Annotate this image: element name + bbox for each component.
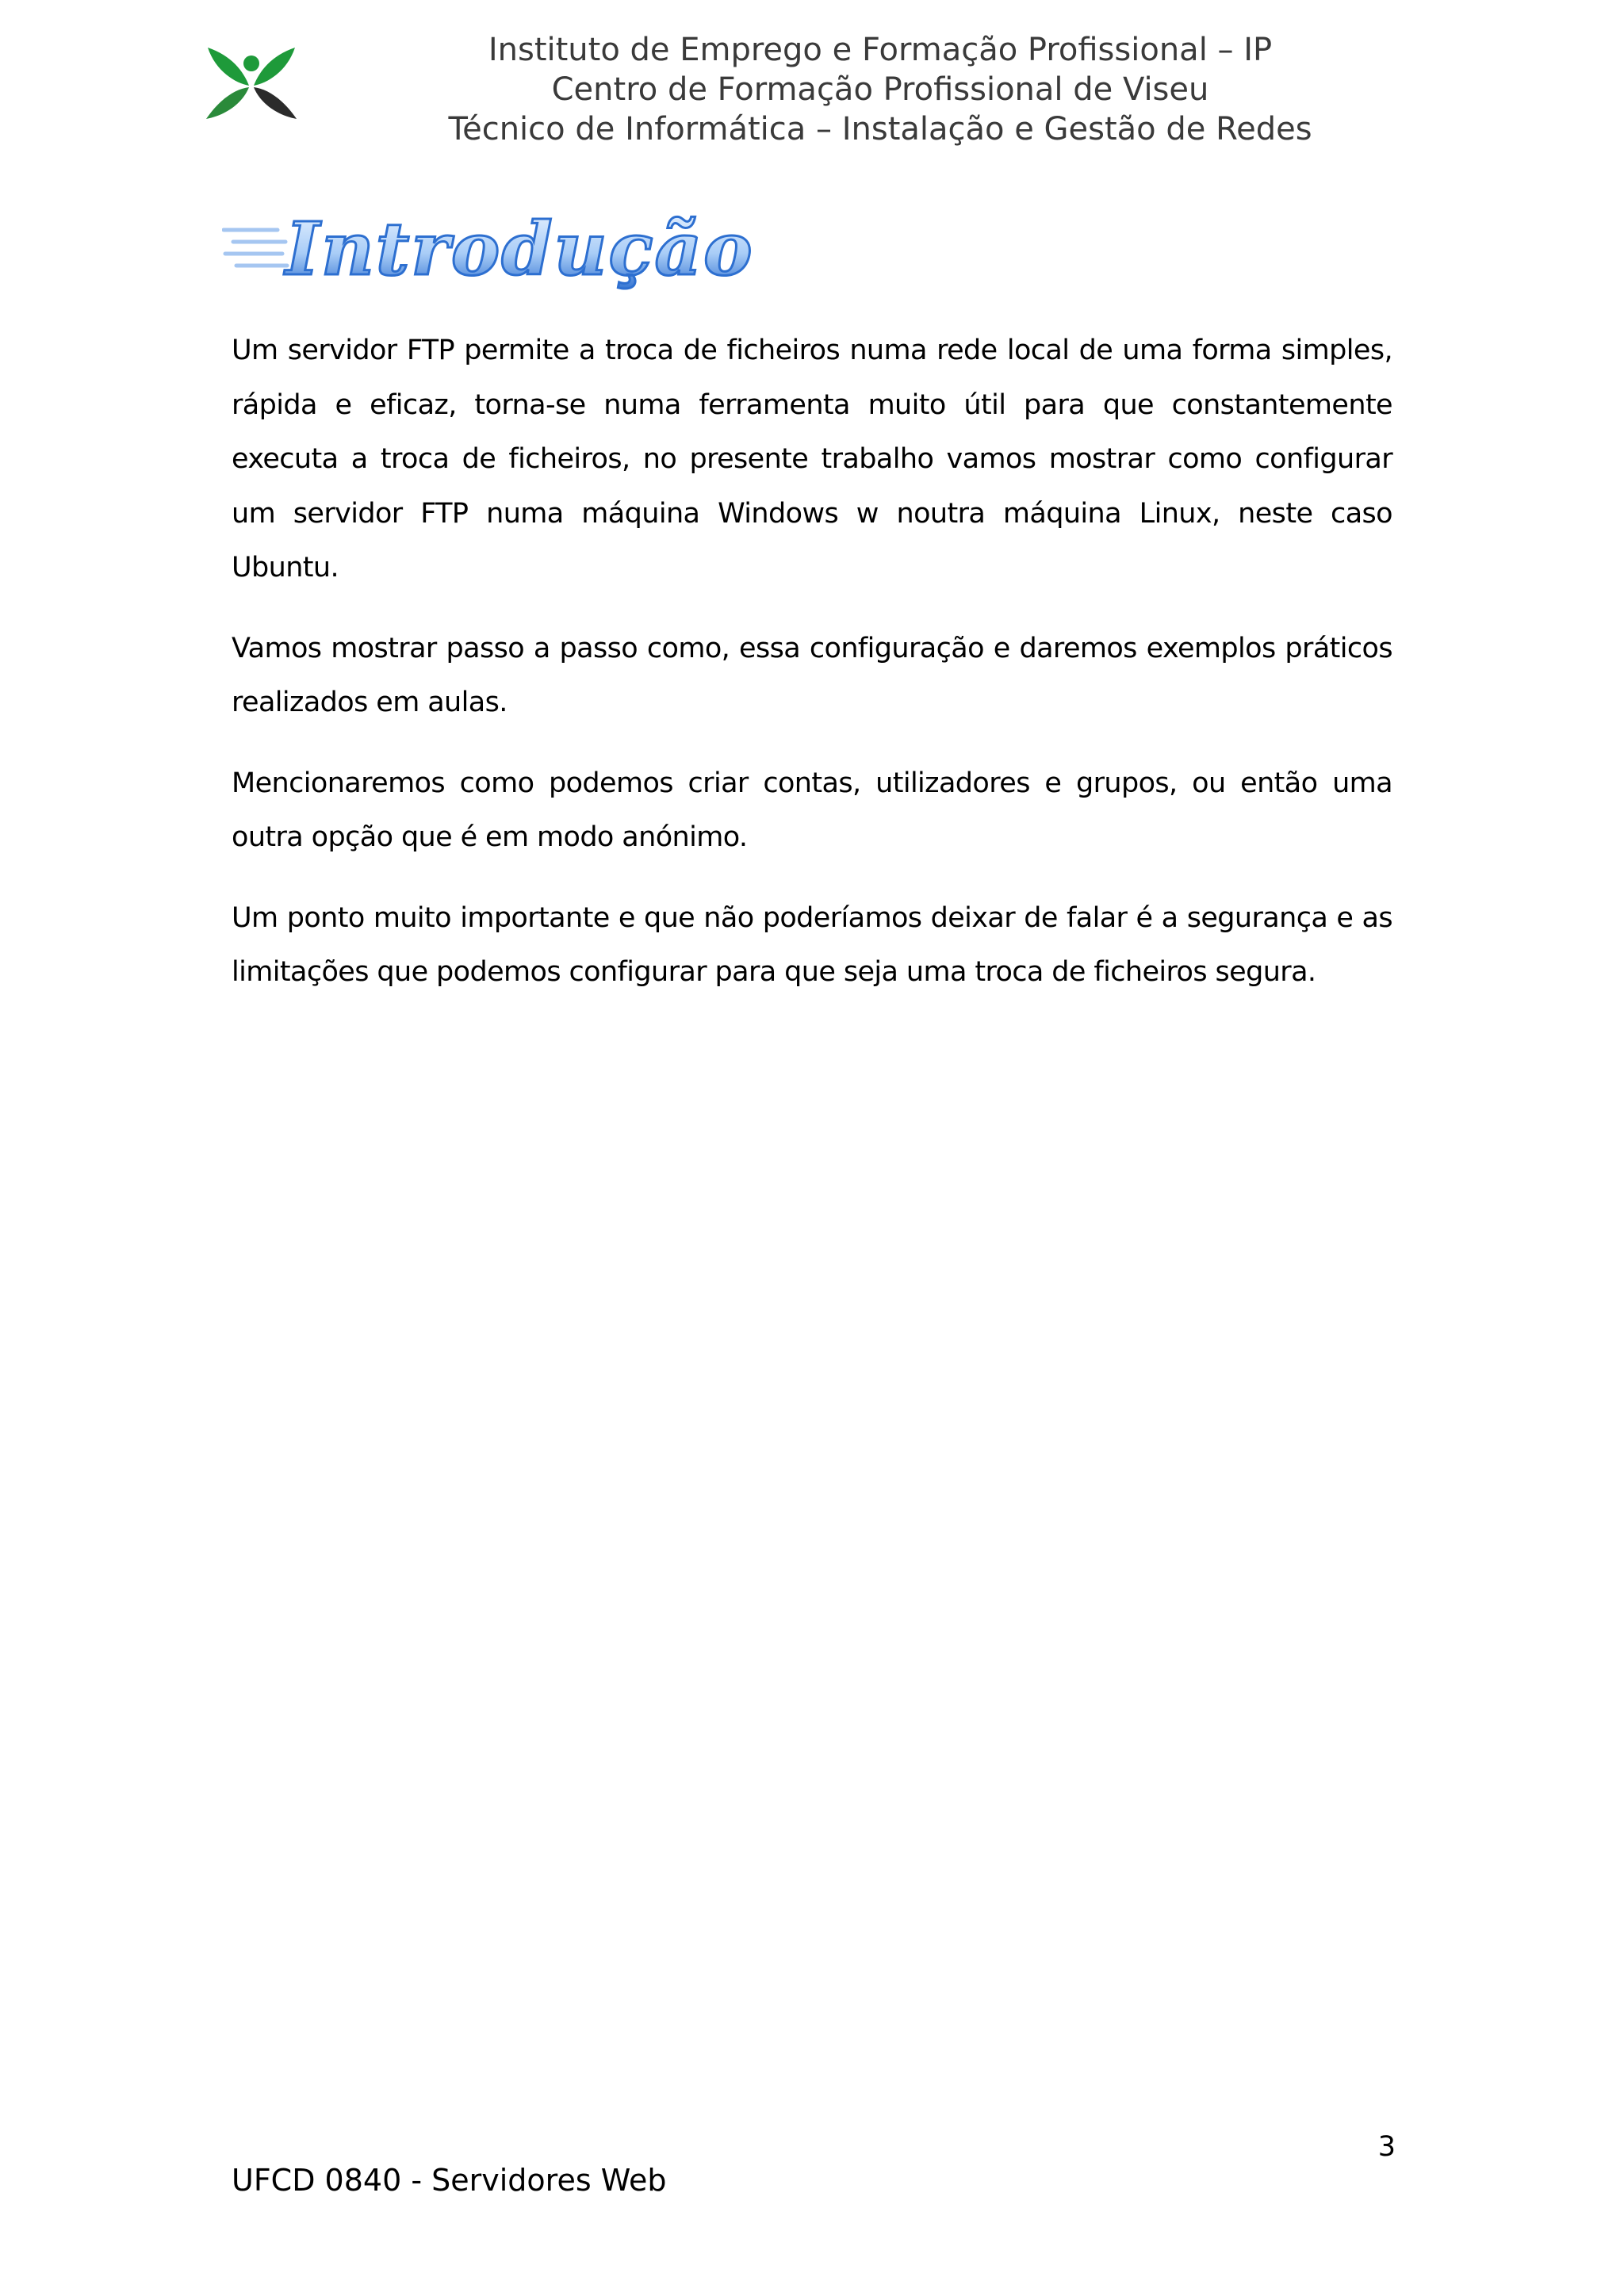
introduction-body: [232, 323, 1392, 1026]
iefp-logo-icon: [200, 40, 303, 127]
footer-course: UFCD 0840 - Servidores Web: [232, 2163, 667, 2198]
section-title: [222, 198, 793, 293]
header-line-course: Técnico de Informática – Instalação e Gestão de Redes: [448, 111, 1312, 147]
paragraph: Vamos mostrar passo a passo como, essa configuração e daremos exemplos práticos realizados em aulas.: [232, 632, 1392, 718]
institution-header: [365, 30, 1396, 149]
header-line-center: Centro de Formação Profissional de Viseu: [551, 71, 1209, 108]
page-number: 3: [1377, 2131, 1396, 2163]
section-title-text: Introdução: [285, 206, 754, 292]
paragraph: Mencionaremos como podemos criar contas, utilizadores e grupos, ou então uma outra opção que é em modo anónimo.: [232, 767, 1392, 853]
paragraph: Um servidor FTP permite a troca de ficheiros numa rede local de uma forma simples, rápida e eficaz, torna-se numa ferramenta muito útil para que constantemente executa a troca de ficheiros, no presente trabalho vamos mostrar como configurar um servidor FTP numa máquina Windows w noutra máquina Linux, neste caso Ubuntu.: [232, 335, 1392, 584]
header-line-institute: Instituto de Emprego e Formação Profissional – IP: [488, 32, 1273, 68]
paragraph: Um ponto muito importante e que não poderíamos deixar de falar é a segurança e as limitações que podemos configurar para que seja uma troca de ficheiros segura.: [232, 901, 1392, 988]
